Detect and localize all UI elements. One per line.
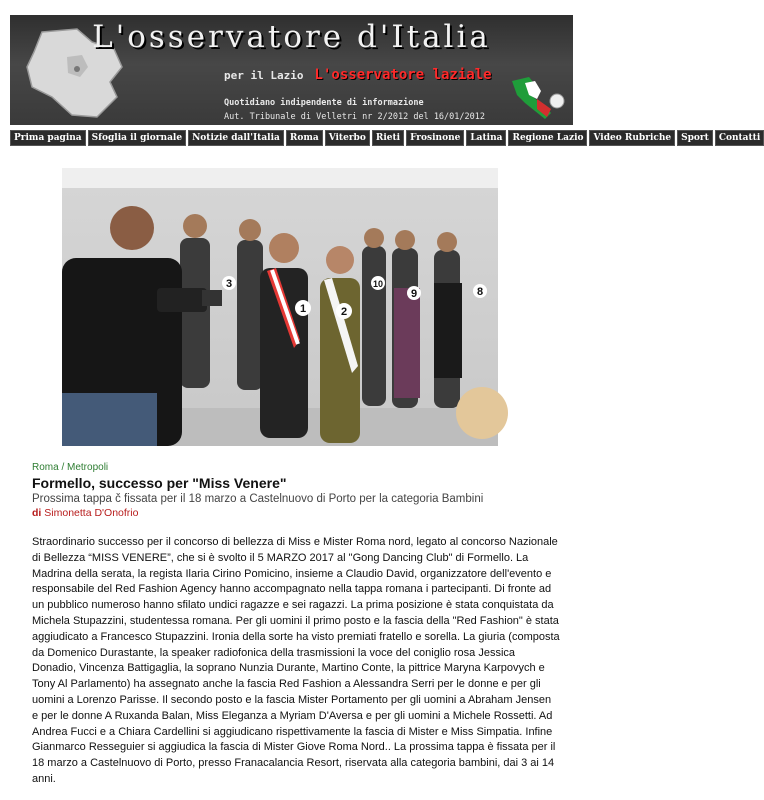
nav-viterbo[interactable]: Viterbo: [325, 130, 370, 146]
main-nav: [10, 130, 761, 146]
article-title: Formello, successo per "Miss Venere": [32, 475, 287, 491]
registration-note: Aut. Tribunale di Velletri nr 2/2012 del 16/01/2012: [224, 112, 485, 122]
nav-sport[interactable]: Sport: [677, 130, 713, 146]
nav-notizie-italia[interactable]: Notizie dall'Italia: [188, 130, 284, 146]
nav-latina[interactable]: Latina: [466, 130, 506, 146]
nav-rieti[interactable]: Rieti: [372, 130, 404, 146]
article-byline: [32, 507, 560, 519]
nav-sfoglia-giornale[interactable]: Sfoglia il giornale: [88, 130, 186, 146]
sash-number: 1: [299, 303, 307, 315]
nav-roma[interactable]: Roma: [286, 130, 323, 146]
site-header: [10, 15, 573, 125]
nav-video-rubriche[interactable]: Video Rubriche: [589, 130, 675, 146]
italy-flag-map-icon: [507, 73, 567, 123]
sash-number: 10: [372, 279, 384, 289]
article-category[interactable]: Roma / Metropoli: [32, 462, 109, 473]
sash-number: 2: [340, 306, 348, 318]
sash-number: 8: [476, 286, 484, 298]
nav-prima-pagina[interactable]: Prima pagina: [10, 130, 86, 146]
article-body: Straordinario successo per il concorso di bellezza di Miss e Mister Roma nord, legato al concorso Nazionale di Bellezza “MISS VENERE”, che si è svolto il 5 MARZO 2017 al "Gong Dancing Club" di Formello. La Madrina della serata, la regista Ilaria Cirino Pomicino, insieme a Claudio David, organizzatore dell'evento e responsabile del Red Fashion Agency hanno accompagnato nella tappa romana i partecipanti. Di fronte ad un pubblico numeroso hanno sfilato undici ragazze e sei ragazzi. La prima posizione è stata conquistata da Michela Stupazzini, studentessa romana. Per gli uomini il primo posto e la fascia della "Red Fashion" è stata aggiudicato a Francesco Stupazzini. Ironia della sorte ha visto premiati fratello e sorella. La giuria (composta da Domenico Durastante, la speaker radiofonica della trasmissioni la voce del coniglio rosa Jessica Donadio, Vincenza Battigaglia, la soprano Nunzia Durante, Martino Conte, la pittrice Maryna Karpovych e Tony Al Parlamento) ha assegnato anche la fascia Red Fashion a Alessandra Serri per le donne e per gli uomini a Lorenzo Parisse. Il secondo posto e la fascia Mister Portamento per gli uomini a Abraham Jensen e per le donne A Ruxanda Balan, Miss Eleganza a Myriam D'Aversa e per gli uomini a Michele Rossetti. Ad Andrea Fucci e a Chiara Cardellini si aggiudicano rispettivamente la fascia di Mister e Miss Simpatia. Infine Gianmarco Resseguier si aggiudica la fascia di Mister Giove Roma Nord.. La prossima tappa è fissata per il 18 marzo a Castelnuovo di Porto, presso Franacalancia Resort, riservata alla categoria bambini, dai 3 ai 14 anni.: [32, 536, 560, 785]
tagline: Quotidiano indipendente di informazione: [224, 98, 424, 108]
article-photo: [62, 168, 498, 446]
article: [32, 462, 560, 788]
masthead-title: L'osservatore d'Italia: [92, 19, 491, 55]
nav-frosinone[interactable]: Frosinone: [406, 130, 464, 146]
nav-regione-lazio[interactable]: Regione Lazio: [508, 130, 587, 146]
sash-number: 3: [225, 278, 233, 290]
article-subtitle: Prossima tappa č fissata per il 18 marzo a Castelnuovo di Porto per la categoria Bambini: [32, 493, 484, 505]
byline-prefix: di: [32, 507, 42, 519]
sash-number: 9: [410, 288, 418, 300]
per-il-lazio-label: per il Lazio: [224, 69, 304, 82]
author-name: Simonetta D'Onofrio: [44, 507, 139, 519]
nav-contatti[interactable]: Contatti: [715, 130, 764, 146]
header-subline: [224, 67, 492, 83]
osservatore-laziale-label: L'osservatore laziale: [314, 67, 492, 83]
